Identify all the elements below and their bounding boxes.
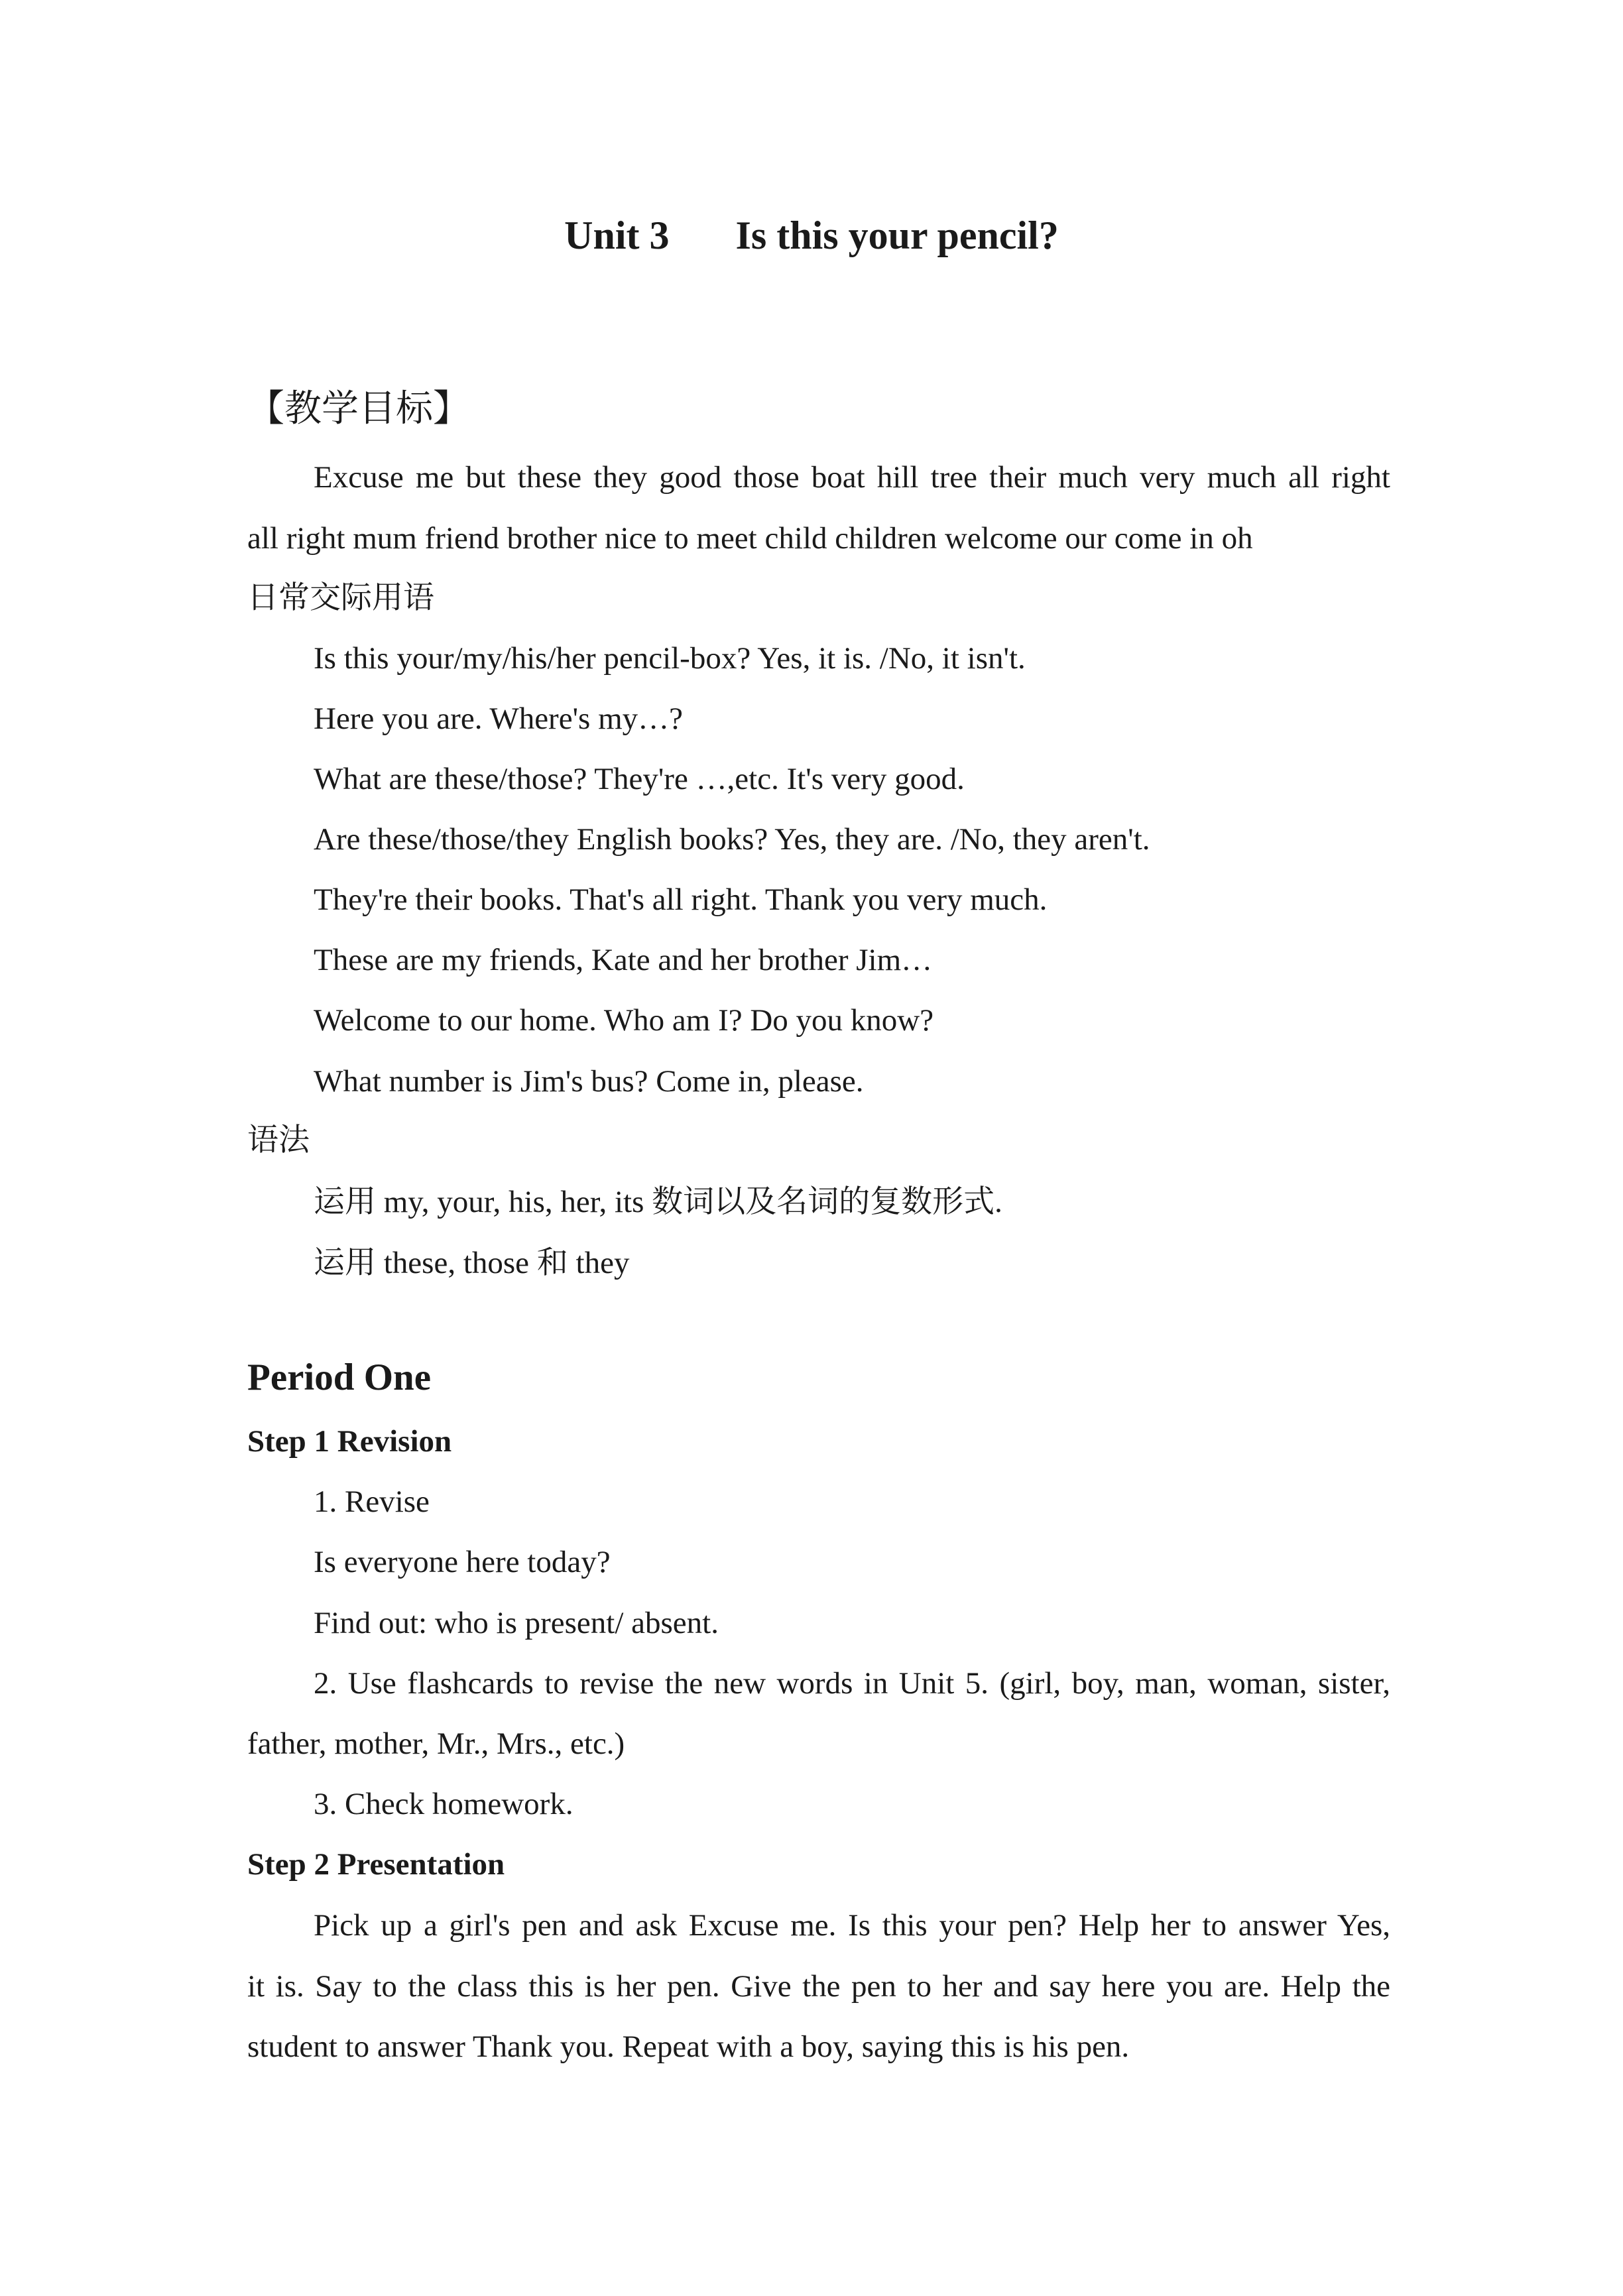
step1-item3: 3. Check homework. — [314, 1787, 573, 1821]
step1-item2-line-2: father, mother, Mr., Mrs., etc.) — [247, 1726, 625, 1761]
expression-line: Here you are. Where's my…? — [314, 701, 684, 736]
grammar-line: 运用 these, those 和 they — [314, 1246, 630, 1280]
expression-line: What are these/those? They're …,etc. It's very good. — [314, 762, 965, 796]
step1-line: Is everyone here today? — [314, 1545, 611, 1579]
unit-topic: Is this your pencil? — [735, 213, 1059, 257]
step1-line: 1. Revise — [314, 1484, 430, 1519]
step1-line: Find out: who is present/ absent. — [314, 1606, 719, 1640]
expression-line: What number is Jim's bus? Come in, please. — [314, 1064, 864, 1099]
expression-line: Is this your/my/his/her pencil-box? Yes, it is. /No, it isn't. — [314, 641, 1026, 676]
vocabulary-line-1: Excuse me but these they good those boat hill tree their much very much all right — [314, 460, 1390, 495]
grammar-line: 运用 my, your, his, her, its 数词以及名词的复数形式. — [314, 1185, 1002, 1219]
step2-para-line-3: student to answer Thank you. Repeat with a boy, saying this is his pen. — [247, 2029, 1130, 2064]
page-title — [0, 209, 1623, 262]
step2-para-line-2: it is. Say to the class this is her pen. Give the pen to her and say here you are. Help the — [247, 1969, 1390, 2004]
grammar-heading: 语法 — [247, 1123, 310, 1158]
expression-line: They're their books. That's all right. Thank you very much. — [314, 882, 1048, 917]
step2-para-line-1: Pick up a girl's pen and ask Excuse me. Is this your pen? Help her to answer Yes, — [314, 1908, 1390, 1943]
expression-line: Are these/those/they English books? Yes, they are. /No, they aren't. — [314, 822, 1150, 857]
objectives-heading: 【教学目标】 — [247, 389, 470, 430]
unit-label: Unit 3 — [564, 213, 670, 257]
step1-heading: Step 1 Revision — [247, 1424, 452, 1459]
step2-heading: Step 2 Presentation — [247, 1847, 505, 1882]
period-heading: Period One — [247, 1357, 432, 1398]
vocabulary-line-2: all right mum friend brother nice to meet child children welcome our come in oh — [247, 521, 1253, 556]
expressions-heading: 日常交际用语 — [247, 581, 434, 615]
step1-item2-line-1: 2. Use flashcards to revise the new words in Unit 5. (girl, boy, man, woman, sister, — [314, 1666, 1390, 1701]
expression-line: Welcome to our home. Who am I? Do you know? — [314, 1003, 934, 1038]
expression-line: These are my friends, Kate and her brother Jim… — [314, 943, 933, 977]
